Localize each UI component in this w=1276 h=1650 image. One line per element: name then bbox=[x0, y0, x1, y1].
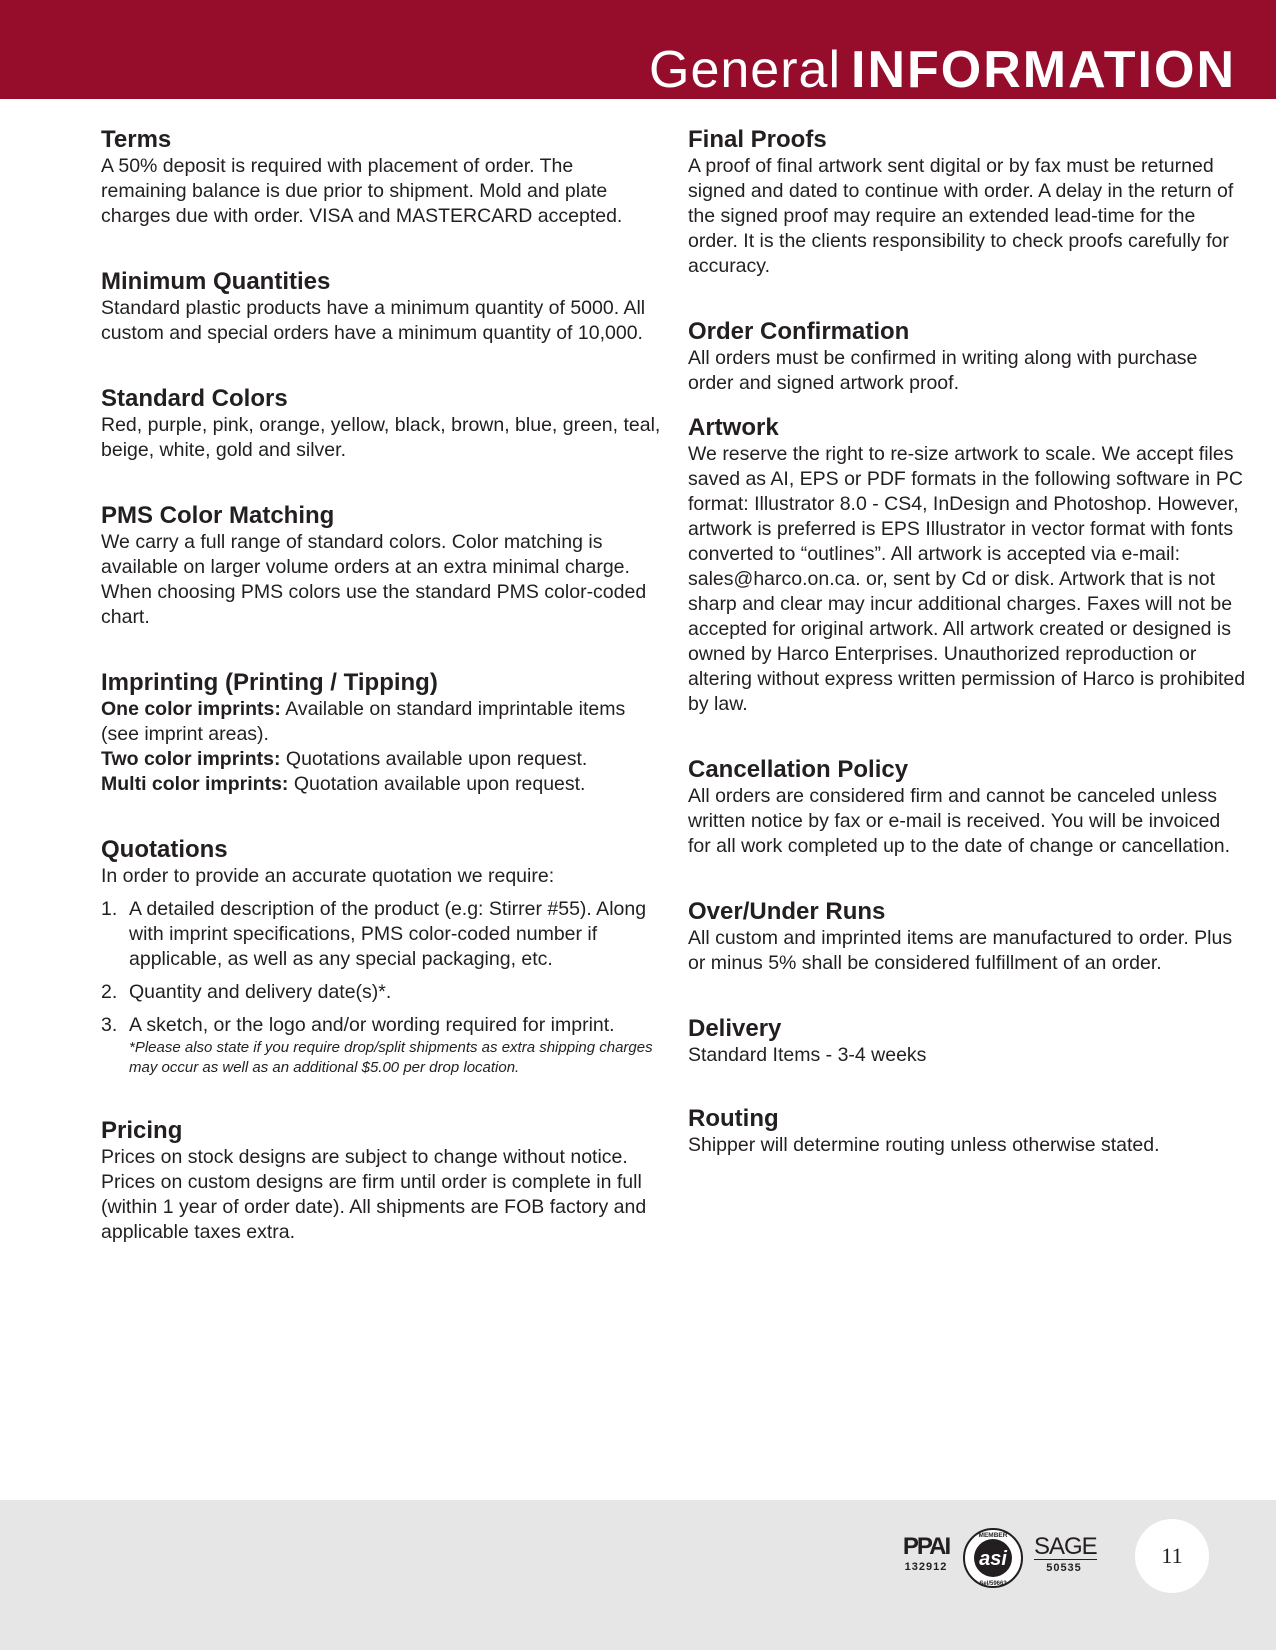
final-proofs-heading: Final Proofs bbox=[688, 126, 827, 153]
routing-section bbox=[688, 1105, 1248, 1158]
delivery-body: Standard Items - 3-4 weeks bbox=[688, 1044, 927, 1066]
two-color-text: Quotations available upon request. bbox=[280, 748, 588, 770]
list-item bbox=[101, 980, 661, 1005]
multi-color-label: Multi color imprints: bbox=[101, 773, 289, 795]
pms-color-matching-heading: PMS Color Matching bbox=[101, 502, 335, 529]
list-text: Quantity and delivery date(s)*. bbox=[129, 981, 392, 1003]
list-item bbox=[101, 1013, 661, 1078]
page-title-light: General bbox=[649, 41, 842, 99]
artwork-section bbox=[688, 414, 1248, 717]
asi-mark: asi bbox=[979, 1548, 1007, 1570]
cancellation-policy-body: All orders are considered firm and cannot be canceled unless written notice by fax or e-mail is received. You will be invoiced for all work completed up to the date of change or cancellation. bbox=[688, 785, 1230, 857]
one-color-label: One color imprints: bbox=[101, 698, 281, 720]
over-under-runs-body: All custom and imprinted items are manufactured to order. Plus or minus 5% shall be considered fulfillment of an order. bbox=[688, 927, 1233, 974]
minimum-quantities-body: Standard plastic products have a minimum quantity of 5000. All custom and special orders have a minimum quantity of 10,000. bbox=[101, 297, 646, 344]
list-text: A detailed description of the product (e.g: Stirrer #55). Along with imprint specifications, PMS color-coded number if applicable, as well as any special packaging, etc. bbox=[129, 898, 647, 970]
pms-color-matching-body: We carry a full range of standard colors. Color matching is available on larger volume orders at an extra minimal charge. When choosing PMS colors use the standard PMS color-coded chart. bbox=[101, 531, 647, 628]
cancellation-policy-heading: Cancellation Policy bbox=[688, 756, 909, 783]
imprinting-two-color bbox=[101, 747, 661, 772]
page-title bbox=[649, 40, 1236, 100]
quotations-note: *Please also state if you require drop/split shipments as extra shipping charges may occur as well as an additional $5.00 per drop location. bbox=[129, 1039, 653, 1076]
ppai-mark: PPAI bbox=[902, 1533, 950, 1560]
terms-body: A 50% deposit is required with placement of order. The remaining balance is due prior to shipment. Mold and plate charges due with order. VISA and MASTERCARD accepted. bbox=[101, 155, 623, 227]
page-number: 11 bbox=[1161, 1543, 1183, 1568]
order-confirmation-section bbox=[688, 318, 1248, 396]
list-number: 2. bbox=[101, 981, 118, 1003]
cancellation-policy-section bbox=[688, 756, 1248, 859]
left-column bbox=[101, 126, 661, 1245]
routing-heading: Routing bbox=[688, 1105, 779, 1132]
sage-number: 50535 bbox=[1046, 1562, 1082, 1574]
minimum-quantities-section bbox=[101, 268, 661, 346]
routing-body: Shipper will determine routing unless otherwise stated. bbox=[688, 1134, 1160, 1156]
artwork-body: We reserve the right to re-size artwork to scale. We accept files saved as AI, EPS or PDF formats in the following software in PC format: Illustrator 8.0 - CS4, InDesign and Photoshop. However, artwork is preferred is EPS Illustrator in vector format with fonts converted to “outlines”. All artwork is accepted via e-mail: sales@harco.on.ca. or, sent by Cd or disk. Artwork that is not sharp and clear may incur additional charges. Faxes will not be accepted for original artwork. All artwork created or designed is owned by Harco Enterprises. Unauthorized reproduction or altering without express written permission of Harco is prohibited by law. bbox=[688, 443, 1246, 715]
asi-bottom-text: Sel/59663 bbox=[979, 1581, 1007, 1587]
imprinting-section bbox=[101, 669, 661, 797]
page-title-bold: INFORMATION bbox=[851, 41, 1236, 99]
artwork-heading: Artwork bbox=[688, 414, 779, 441]
imprinting-heading: Imprinting (Printing / Tipping) bbox=[101, 669, 438, 696]
standard-colors-heading: Standard Colors bbox=[101, 385, 288, 412]
sage-logo bbox=[1034, 1533, 1097, 1576]
over-under-runs-section bbox=[688, 898, 1248, 976]
page-header bbox=[0, 0, 1276, 99]
delivery-section bbox=[688, 1015, 1248, 1068]
ppai-number: 132912 bbox=[904, 1561, 948, 1573]
quotations-heading: Quotations bbox=[101, 836, 228, 863]
quotations-list bbox=[101, 897, 661, 1078]
delivery-heading: Delivery bbox=[688, 1015, 782, 1042]
final-proofs-body: A proof of final artwork sent digital or by fax must be returned signed and dated to continue with order. A delay in the return of the signed proof may require an extended lead-time for the order. It is the clients responsibility to check proofs carefully for accuracy. bbox=[688, 155, 1234, 277]
one-color-text: Available on standard imprintable items (see imprint areas). bbox=[101, 698, 626, 745]
pms-color-matching-section bbox=[101, 502, 661, 630]
standard-colors-section bbox=[101, 385, 661, 463]
asi-top-text: MEMBER bbox=[978, 1532, 1008, 1539]
multi-color-text: Quotation available upon request. bbox=[288, 773, 586, 795]
minimum-quantities-heading: Minimum Quantities bbox=[101, 268, 331, 295]
pricing-heading: Pricing bbox=[101, 1117, 183, 1144]
asi-seal-icon bbox=[962, 1527, 1024, 1589]
quotations-section bbox=[101, 836, 661, 1078]
sage-mark: SAGE bbox=[1034, 1533, 1097, 1560]
order-confirmation-heading: Order Confirmation bbox=[688, 318, 910, 345]
standard-colors-body: Red, purple, pink, orange, yellow, black, brown, blue, green, teal, beige, white, gold and silver. bbox=[101, 414, 661, 461]
pricing-body: Prices on stock designs are subject to change without notice. Prices on custom designs are firm until order is complete in full (within 1 year of order date). All shipments are FOB factory and applicable taxes extra. bbox=[101, 1146, 647, 1243]
over-under-runs-heading: Over/Under Runs bbox=[688, 898, 886, 925]
quotations-intro: In order to provide an accurate quotation we require: bbox=[101, 865, 555, 887]
imprinting-multi-color bbox=[101, 772, 661, 797]
list-item bbox=[101, 897, 661, 972]
list-number: 3. bbox=[101, 1014, 118, 1036]
right-column bbox=[688, 126, 1248, 1158]
imprinting-one-color bbox=[101, 697, 661, 747]
list-text: A sketch, or the logo and/or wording required for imprint. bbox=[129, 1014, 615, 1036]
page-number-badge bbox=[1135, 1519, 1209, 1593]
two-color-label: Two color imprints: bbox=[101, 748, 281, 770]
asi-logo bbox=[962, 1527, 1024, 1589]
list-number: 1. bbox=[101, 898, 118, 920]
pricing-section bbox=[101, 1117, 661, 1245]
terms-section bbox=[101, 126, 661, 229]
terms-heading: Terms bbox=[101, 126, 172, 153]
ppai-logo bbox=[898, 1535, 954, 1575]
order-confirmation-body: All orders must be confirmed in writing along with purchase order and signed artwork proof. bbox=[688, 347, 1198, 394]
final-proofs-section bbox=[688, 126, 1248, 279]
